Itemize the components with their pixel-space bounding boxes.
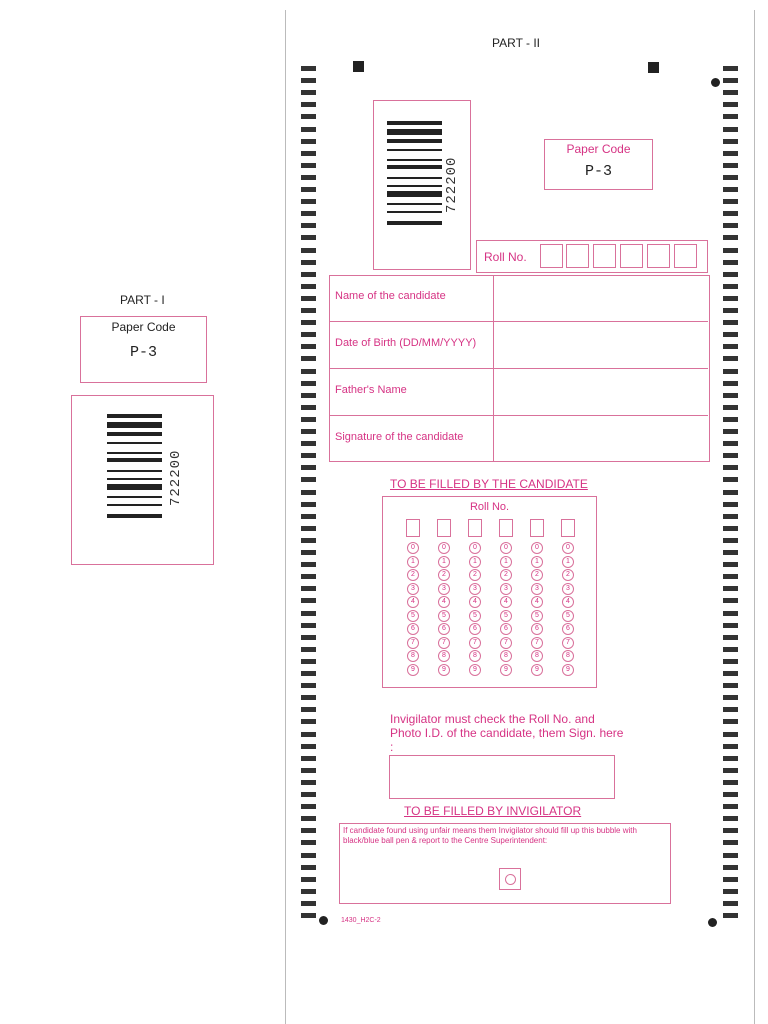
roll-no-grid [382,496,597,688]
timing-mark [301,635,316,640]
timing-mark [723,695,738,700]
timing-mark [723,768,738,773]
timing-mark [301,901,316,906]
roll-digit-bubble[interactable]: 5 [562,610,574,622]
timing-mark [723,756,738,761]
roll-digit-bubble[interactable]: 8 [438,650,450,662]
timing-mark [723,441,738,446]
table-row[interactable] [329,369,708,416]
timing-mark [301,514,316,519]
timing-mark [723,369,738,374]
timing-mark [301,647,316,652]
timing-mark [723,877,738,882]
roll-digit-bubble[interactable]: 1 [469,556,481,568]
roll-digit-bubble[interactable]: 0 [407,542,419,554]
timing-mark [723,574,738,579]
timing-mark [723,296,738,301]
timing-mark [723,538,738,543]
part2-paper-code-label: Paper Code [566,142,631,156]
timing-mark [723,127,738,132]
part2-barcode-box [373,100,471,270]
timing-mark [301,526,316,531]
roll-digit-bubble[interactable]: 6 [531,623,543,635]
timing-mark [301,175,316,180]
roll-digit-bubble[interactable]: 8 [407,650,419,662]
roll-digit-bubble[interactable]: 5 [438,610,450,622]
form-code: 1430_H2C-2 [341,917,381,924]
timing-mark [301,804,316,809]
table-row[interactable] [329,416,708,462]
roll-digit-bubble[interactable]: 4 [469,596,481,608]
timing-mark [723,139,738,144]
roll-no-row [476,240,708,273]
timing-mark [301,623,316,628]
roll-digit-bubble[interactable]: 2 [407,569,419,581]
roll-digit-bubble[interactable]: 7 [438,637,450,649]
timing-mark [301,248,316,253]
timing-mark [301,344,316,349]
timing-mark [723,913,738,918]
roll-digit-bubble[interactable]: 3 [562,583,574,595]
roll-digit-bubble[interactable]: 9 [469,664,481,676]
timing-mark [723,804,738,809]
part1-paper-code-box [80,316,207,383]
roll-digit-bubble[interactable]: 5 [407,610,419,622]
roll-digit-bubble[interactable]: 1 [562,556,574,568]
invigilator-heading: TO BE FILLED BY INVIGILATOR [404,804,582,818]
timing-mark [723,744,738,749]
timing-mark [301,659,316,664]
roll-digit-bubble[interactable]: 4 [531,596,543,608]
timing-mark [723,526,738,531]
timing-mark [723,477,738,482]
roll-digit-bubble[interactable]: 4 [500,596,512,608]
roll-digit-bubble[interactable]: 7 [469,637,481,649]
unfair-means-box [339,823,671,904]
roll-digit-bubble[interactable]: 7 [531,637,543,649]
part1-paper-code-value: P-3 [129,344,157,361]
timing-mark [723,586,738,591]
unfair-means-text: If candidate found using unfair means them Invigilator should fill up this bubble with black/blue ball pen & report to the Centre Superintendent: [343,826,637,845]
timing-mark [301,78,316,83]
roll-digit-bubble[interactable]: 6 [438,623,450,635]
timing-mark [301,369,316,374]
timing-mark [301,865,316,870]
roll-digit-bubble[interactable]: 9 [407,664,419,676]
timing-mark [723,550,738,555]
timing-mark [301,102,316,107]
name-label: Name of the candidate [335,290,446,302]
timing-mark [723,465,738,470]
roll-digit-bubble[interactable]: 3 [500,583,512,595]
timing-mark [723,865,738,870]
timing-mark [301,744,316,749]
timing-mark [301,151,316,156]
roll-no-box[interactable] [540,244,563,268]
roll-digit-bubble[interactable]: 6 [407,623,419,635]
timing-mark [723,502,738,507]
roll-digit-bubble[interactable]: 0 [469,542,481,554]
roll-digit-bubble[interactable]: 2 [438,569,450,581]
roll-digit-bubble[interactable]: 3 [469,583,481,595]
timing-mark [301,284,316,289]
invigilator-note: Invigilator must check the Roll No. and Photo I.D. of the candidate, them Sign. here : [390,712,624,754]
roll-digit-bubble[interactable]: 2 [469,569,481,581]
timing-mark [301,768,316,773]
roll-digit-bubble[interactable]: 2 [500,569,512,581]
timing-mark [301,381,316,386]
timing-mark [301,405,316,410]
roll-no-box[interactable] [593,244,616,268]
roll-no-label: Roll No. [484,250,527,264]
roll-digit-bubble[interactable]: 3 [438,583,450,595]
timing-mark [301,187,316,192]
timing-mark [723,490,738,495]
timing-mark [723,453,738,458]
roll-digit-bubble[interactable]: 4 [562,596,574,608]
roll-digit-bubble[interactable]: 7 [562,637,574,649]
timing-mark [723,840,738,845]
grid-roll-label: Roll No. [469,501,510,513]
roll-digit-bubble[interactable]: 7 [500,637,512,649]
timing-mark [301,611,316,616]
timing-mark [301,320,316,325]
timing-mark [723,66,738,71]
roll-digit-box[interactable] [530,519,544,537]
timing-mark [723,356,738,361]
timing-mark [301,441,316,446]
timing-mark [301,780,316,785]
timing-mark [723,514,738,519]
part2-barcode [387,121,442,251]
roll-digit-bubble[interactable]: 3 [407,583,419,595]
timing-mark [723,344,738,349]
roll-no-box[interactable] [674,244,697,268]
timing-mark [301,586,316,591]
roll-digit-bubble[interactable]: 8 [562,650,574,662]
timing-mark [301,223,316,228]
timing-mark [301,393,316,398]
timing-mark [723,429,738,434]
timing-mark [723,223,738,228]
timing-mark [301,235,316,240]
roll-digit-bubble[interactable]: 3 [531,583,543,595]
timing-mark [723,707,738,712]
timing-mark [723,235,738,240]
roll-digit-bubble[interactable]: 1 [438,556,450,568]
timing-mark [723,417,738,422]
roll-digit-bubble[interactable]: 0 [531,542,543,554]
part2-paper-code-value: P-3 [584,163,612,180]
timing-mark [301,598,316,603]
timing-mark [723,248,738,253]
roll-no-box[interactable] [566,244,589,268]
roll-digit-bubble[interactable]: 5 [531,610,543,622]
roll-digit-bubble[interactable]: 0 [438,542,450,554]
timing-mark [723,114,738,119]
timing-mark [723,151,738,156]
father-name-label: Father's Name [335,384,407,396]
timing-mark [723,562,738,567]
roll-digit-bubble[interactable]: 9 [500,664,512,676]
timing-mark [301,90,316,95]
timing-mark [723,187,738,192]
corner-dot [708,918,717,927]
roll-digit-bubble[interactable]: 4 [438,596,450,608]
timing-mark [723,332,738,337]
timing-mark [723,175,738,180]
timing-mark [301,114,316,119]
roll-digit-bubble[interactable]: 1 [531,556,543,568]
timing-mark [723,284,738,289]
roll-digit-bubble[interactable]: 7 [407,637,419,649]
timing-mark [723,635,738,640]
table-row[interactable] [329,322,708,369]
timing-mark [723,199,738,204]
timing-mark [301,429,316,434]
roll-digit-bubble[interactable]: 8 [531,650,543,662]
timing-mark [723,611,738,616]
timing-mark [301,260,316,265]
timing-mark [301,139,316,144]
timing-mark [301,199,316,204]
timing-mark [723,719,738,724]
roll-digit-bubble[interactable]: 1 [500,556,512,568]
fold-line [285,10,286,1024]
timing-mark [723,90,738,95]
part1-barcode-box [71,395,214,565]
roll-digit-bubble[interactable]: 9 [438,664,450,676]
timing-mark [301,574,316,579]
timing-mark [723,78,738,83]
timing-mark [301,671,316,676]
timing-mark [723,381,738,386]
timing-mark [301,127,316,132]
fold-line [754,10,755,1024]
roll-digit-bubble[interactable]: 0 [500,542,512,554]
timing-mark [723,623,738,628]
roll-digit-box[interactable] [406,519,420,537]
timing-mark [301,538,316,543]
timing-mark [723,659,738,664]
timing-mark [723,780,738,785]
roll-digit-bubble[interactable]: 6 [500,623,512,635]
part1-barcode [107,414,162,548]
timing-mark [723,792,738,797]
roll-digit-bubble[interactable]: 2 [562,569,574,581]
timing-mark [723,405,738,410]
part2-title: PART - II [492,36,541,50]
roll-digit-bubble[interactable]: 1 [407,556,419,568]
part1-title: PART - I [120,293,165,307]
timing-mark [723,211,738,216]
alignment-mark [648,62,659,73]
timing-mark [301,211,316,216]
roll-digit-bubble[interactable]: 9 [531,664,543,676]
timing-mark [301,913,316,918]
timing-mark [301,732,316,737]
timing-mark [723,163,738,168]
roll-digit-bubble[interactable]: 2 [531,569,543,581]
timing-mark [723,102,738,107]
timing-mark [301,502,316,507]
roll-digit-bubble[interactable]: 6 [562,623,574,635]
unfair-means-bubble-box[interactable] [499,868,521,890]
timing-mark [301,683,316,688]
timing-mark [301,308,316,313]
timing-mark [301,477,316,482]
roll-digit-bubble[interactable]: 6 [469,623,481,635]
roll-digit-bubble[interactable]: 0 [562,542,574,554]
dob-label: Date of Birth (DD/MM/YYYY) [335,337,477,349]
timing-mark [723,260,738,265]
timing-mark [301,490,316,495]
table-row[interactable] [329,275,708,322]
timing-mark [301,840,316,845]
part2-barcode-number: 722200 [444,156,460,213]
timing-mark [301,332,316,337]
roll-digit-bubble[interactable]: 9 [562,664,574,676]
timing-mark [301,296,316,301]
roll-digit-bubble[interactable]: 8 [500,650,512,662]
timing-mark [301,66,316,71]
alignment-mark [353,61,364,72]
timing-mark [723,320,738,325]
timing-mark [723,308,738,313]
part1-paper-code-label: Paper Code [111,320,176,334]
roll-digit-bubble[interactable]: 5 [469,610,481,622]
timing-mark [301,272,316,277]
timing-mark [723,816,738,821]
timing-mark [301,707,316,712]
timing-mark [723,647,738,652]
timing-mark [301,828,316,833]
timing-mark [723,272,738,277]
signature-label: Signature of the candidate [335,431,464,443]
corner-dot [711,78,720,87]
part1-barcode-number: 722200 [168,449,184,506]
timing-mark [301,550,316,555]
roll-no-box[interactable] [647,244,670,268]
timing-mark [301,719,316,724]
timing-mark [301,417,316,422]
timing-mark [301,889,316,894]
timing-mark [723,393,738,398]
roll-digit-box[interactable] [499,519,513,537]
timing-mark [301,163,316,168]
timing-mark [301,695,316,700]
timing-mark [301,562,316,567]
unfair-means-bubble[interactable] [505,874,516,885]
roll-digit-box[interactable] [468,519,482,537]
corner-dot [319,916,328,925]
timing-mark [723,683,738,688]
timing-mark [723,732,738,737]
timing-mark [301,356,316,361]
roll-digit-bubble[interactable]: 8 [469,650,481,662]
timing-mark [301,453,316,458]
roll-digit-bubble[interactable]: 5 [500,610,512,622]
timing-mark [301,465,316,470]
timing-mark [301,877,316,882]
roll-no-box[interactable] [620,244,643,268]
timing-mark [723,901,738,906]
part2-paper-code-box [544,139,653,190]
timing-mark [723,889,738,894]
roll-digit-box[interactable] [561,519,575,537]
timing-mark [301,792,316,797]
timing-mark [723,853,738,858]
timing-mark [301,853,316,858]
roll-digit-box[interactable] [437,519,451,537]
timing-mark [723,671,738,676]
candidate-heading: TO BE FILLED BY THE CANDIDATE [390,477,588,491]
timing-mark [301,756,316,761]
timing-mark [723,598,738,603]
invigilator-signature-box[interactable] [389,755,615,799]
timing-mark [723,828,738,833]
roll-digit-bubble[interactable]: 4 [407,596,419,608]
timing-mark [301,816,316,821]
